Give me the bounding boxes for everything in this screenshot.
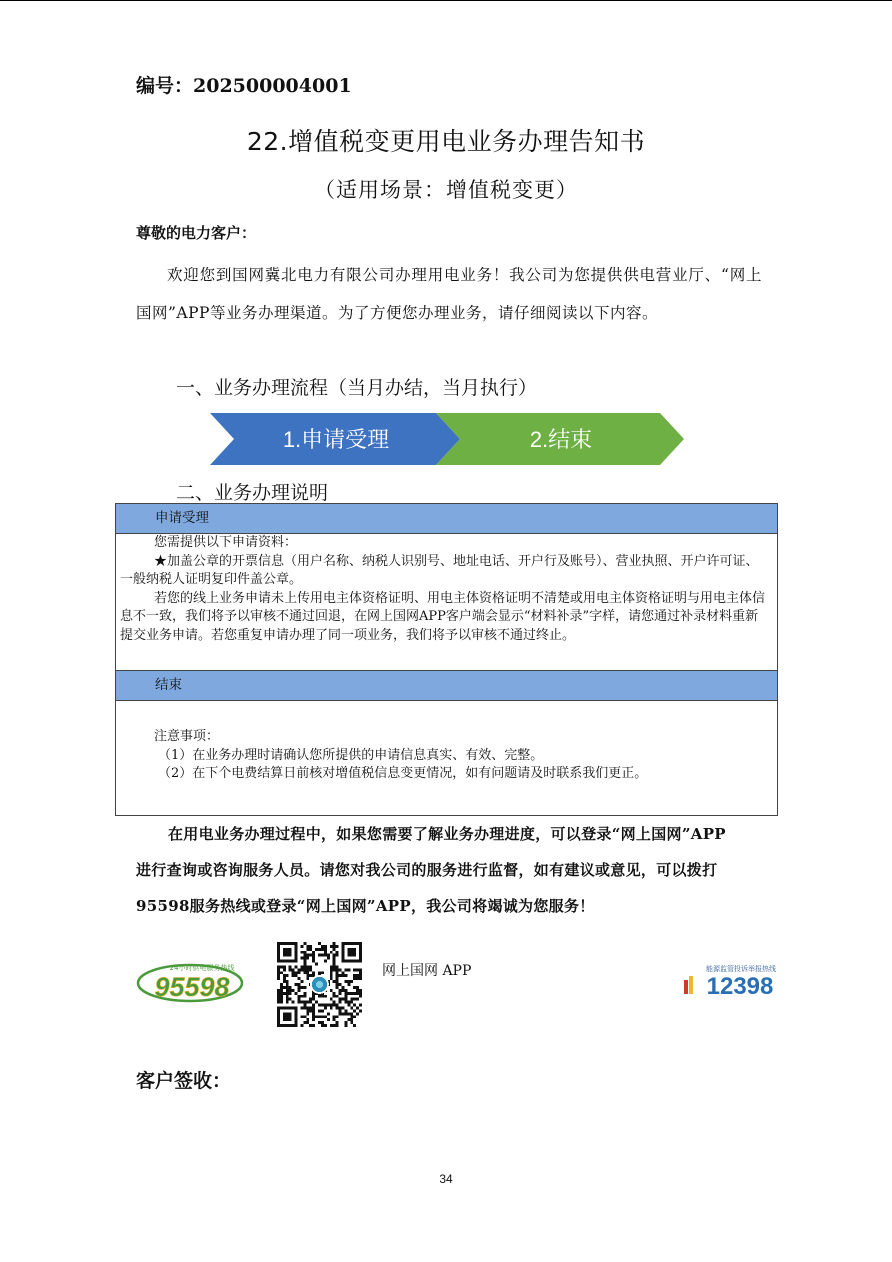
salutation: 尊敬的电力客户： <box>136 224 257 242</box>
document-number-label: 编号： <box>136 75 194 97</box>
logo-12398-number: 12398 <box>706 973 774 998</box>
table-line: （1）在业务办理时请确认您所提供的申请信息真实、有效、完整。 <box>158 747 544 763</box>
table-body-application <box>116 534 777 670</box>
flow-step-2-label: 2.结束 <box>529 427 593 452</box>
top-border-line <box>0 0 892 1</box>
intro-paragraph: 欢迎您到国网冀北电力有限公司办理用电业务！我公司为您提供供电营业厅、“网上国网”APP等业务办理渠道。为了方便您办理业务，请仔细阅读以下内容。 <box>136 266 762 322</box>
table-header-application-label: 申请受理 <box>155 510 209 526</box>
table-body-end <box>116 728 777 814</box>
section1-heading: 一、业务办理流程（当月办结，当月执行） <box>176 377 538 399</box>
process-flow-diagram <box>210 413 685 465</box>
table-line: （2）在下个电费结算日前核对增值税信息变更情况，如有问题请及时联系我们更正。 <box>158 766 648 781</box>
qr-code-icon <box>277 942 362 1027</box>
closing-paragraph <box>136 816 762 924</box>
table-line: ★加盖公章的开票信息（用户名称、纳税人识别号、地址电话、开户行及账号）、营业执照、开户许可证、一般纳税人证明复印件盖公章。 <box>120 553 759 587</box>
closing-line-1: 在用电业务办理过程中，如果您需要了解业务办理进度，可以登录“网上国网”APP <box>168 825 726 843</box>
logo-95598-number: 95598 <box>154 972 230 1002</box>
table-header-application <box>116 504 777 534</box>
logo-12398 <box>684 962 778 998</box>
closing-line-3: 95598服务热线或登录“网上国网”APP，我公司将竭诚为您服务！ <box>136 897 595 915</box>
document-number-value: 202500004001 <box>193 75 352 97</box>
table-header-end <box>116 670 777 701</box>
page-number: 34 <box>439 1172 453 1186</box>
section2-heading: 二、业务办理说明 <box>176 482 329 504</box>
customer-signature-label: 客户签收： <box>136 1070 232 1092</box>
app-label: 网上国网 APP <box>382 963 472 979</box>
document-title: 22.增值税变更用电业务办理告知书 <box>246 127 646 156</box>
process-description-table <box>115 503 778 816</box>
table-line: 注意事项： <box>154 729 220 744</box>
document-number <box>136 71 352 98</box>
logo-95598-tagline: 24小时供电服务热线 <box>169 964 235 972</box>
logo-95598 <box>136 958 246 1004</box>
table-line: 您需提供以下申请资料： <box>154 535 298 550</box>
flow-step-1-label: 1.申请受理 <box>282 427 390 452</box>
document-subtitle: （适用场景：增值税变更） <box>314 178 578 202</box>
closing-line-2: 进行查询或咨询服务人员。请您对我公司的服务进行监督，如有建议或意见，可以拨打 <box>136 861 718 879</box>
table-line: 若您的线上业务申请未上传用电主体资格证明、用电主体资格证明不清楚或用电主体资格证明与用电主体信息不一致，我们将予以审核不通过回退，在网上国网APP客户端会显示“材料补录”字样，请您通过补录材料重新提交业务申请。若您重复申请办理了同一项业务，我们将予以审核不通过终止。 <box>120 590 766 643</box>
table-header-end-label: 结束 <box>155 677 182 693</box>
logo-12398-tagline: 能源监管投诉举报热线 <box>706 965 776 973</box>
